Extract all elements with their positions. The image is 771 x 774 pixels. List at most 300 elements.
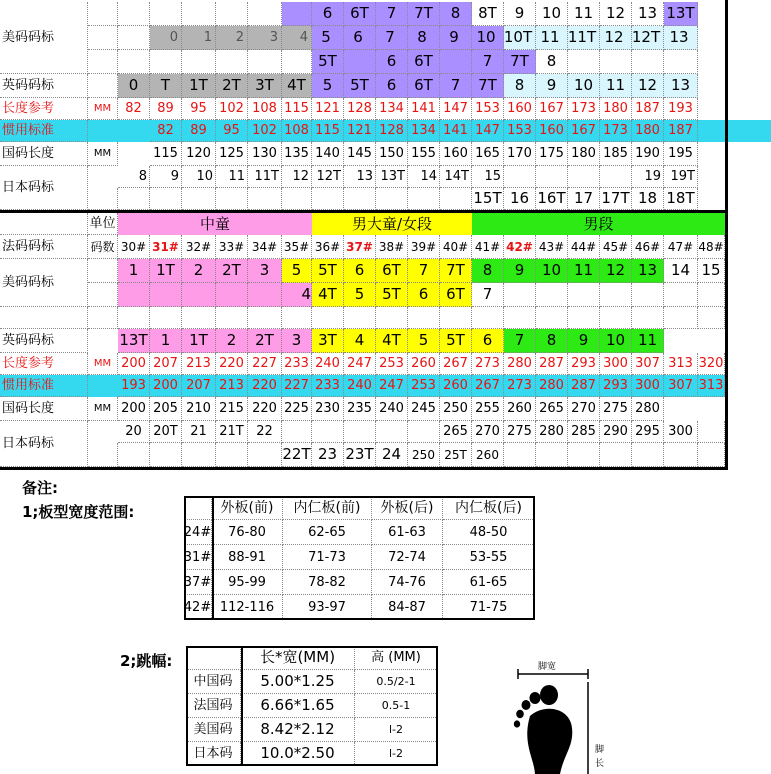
length-cell: 115 [282,98,312,120]
jump-cell: l-2 [355,742,438,766]
us-size-cell: 5T [312,259,344,283]
fr-size-cell: 34# [248,235,282,259]
habit-cell: 307 [664,375,698,397]
row-label-length: 长度参考 [0,98,88,120]
us-size-cell [182,2,216,26]
length-cell: 247 [344,353,376,375]
empty-cell [88,307,118,329]
cn-length-cell: 145 [344,142,376,166]
uk-size-cell: 10 [568,74,600,98]
habit-cell: 82 [150,120,182,142]
empty-cell [664,443,698,467]
us-size-cell: 14 [664,259,698,283]
empty-cell [568,307,600,329]
cn-length-cell: 235 [344,397,376,421]
cn-length-cell: 275 [600,397,632,421]
empty-cell [504,283,536,307]
fr-size-cell: 37# [344,235,376,259]
empty-cell [408,188,440,210]
us-size-cell: 1T [150,259,182,283]
row-label-us: 美码码标 [0,259,88,307]
uk-size-cell: 5T [440,329,472,353]
habit-cell: 253 [408,375,440,397]
us-size-cell: 5T [312,50,344,74]
cn-length-cell: 200 [118,397,150,421]
us-size-cell [664,50,698,74]
jp-size-cell: 260 [472,443,504,467]
us-size-cell: 7T [408,2,440,26]
width-range-cell: 71-73 [283,545,372,570]
us-size-cell [568,50,600,74]
empty-cell [698,307,725,329]
jp-size-cell: 20 [118,421,150,443]
width-range-cell: 37# [184,570,212,595]
length-cell: 200 [118,353,150,375]
cn-length-cell: 135 [282,142,312,166]
uk-size-cell: 2 [216,329,248,353]
empty-cell [504,307,536,329]
jp-size-cell [536,166,568,188]
row-label-cn: 国码长度 [0,397,88,421]
jp-size-cell: 25T [440,443,472,467]
us-size-cell: 8 [536,50,568,74]
cn-length-cell: 185 [600,142,632,166]
us-size-cell: 6 [376,50,408,74]
foot-diagram [500,658,620,774]
jp-size-cell: 21 [182,421,216,443]
length-cell: 180 [600,98,632,120]
empty-cell [632,307,664,329]
foot-length-char-2: 长 [595,759,605,769]
cn-length-cell: 245 [408,397,440,421]
empty-cell [312,307,344,329]
uk-size-cell: 10 [600,329,632,353]
uk-size-cell: 7 [440,74,472,98]
width-range-cell: 31# [184,545,212,570]
cn-length-cell: 265 [536,397,568,421]
habit-cell: 95 [216,120,248,142]
group-header-men: 男段 [472,213,725,235]
cn-length-cell: 125 [216,142,248,166]
row-label-length: 长度参考 [0,353,88,375]
us-size-cell: 9 [504,259,536,283]
jp-size-cell: 17T [600,188,632,210]
jump-cell: 10.0*2.50 [241,742,355,766]
width-header-cell: 内仁板(后) [443,496,535,520]
empty-cell [376,188,408,210]
habit-cell: 180 [632,120,664,142]
width-range-cell: 24# [184,520,212,545]
jump-cell: l-2 [355,718,438,742]
habit-cell: 134 [408,120,440,142]
us-size-cell: 8 [472,259,504,283]
jump-cell: 0.5/2-1 [355,670,438,694]
length-cell: 213 [182,353,216,375]
us-size-cell [600,50,632,74]
empty-cell [182,283,216,307]
habit-cell: 313 [698,375,725,397]
empty-cell [118,443,150,467]
cn-length-cell: 170 [504,142,536,166]
habit-cell: 121 [344,120,376,142]
empty-cell [150,188,182,210]
uk-size-cell: 0 [118,74,150,98]
fr-size-cell: 40# [440,235,472,259]
empty-cell [118,283,150,307]
us-size-cell [216,2,248,26]
us-size-cell: 10 [472,26,504,50]
fr-size-cell: 46# [632,235,664,259]
us-size-cell: 8T [472,2,504,26]
jp-size-cell: 16 [504,188,536,210]
jump-cell: 法国码 [186,694,241,718]
fr-size-cell: 42# [504,235,536,259]
uk-size-cell: 1 [150,329,182,353]
jump-cell: 6.66*1.65 [241,694,355,718]
us-size-cell: 2 [216,26,248,50]
empty-cell [408,421,440,443]
jp-size-cell: 9 [150,166,182,188]
jp-size-cell: 265 [440,421,472,443]
length-cell: 193 [664,98,698,120]
length-cell: 227 [248,353,282,375]
foot-length-char-1: 脚 [595,745,605,755]
empty-cell [88,259,118,283]
width-range-cell: 62-65 [283,520,372,545]
us-size-cell: 1 [182,26,216,50]
uk-size-cell: 11 [632,329,664,353]
length-cell: 220 [216,353,248,375]
jp-size-cell: 13 [344,166,376,188]
width-range-cell: 71-75 [443,595,535,620]
jp-size-cell: 15T [472,188,504,210]
width-range-cell: 76-80 [212,520,283,545]
row-label-cn: 国码长度 [0,142,88,166]
us-size-cell: 10 [536,259,568,283]
uk-size-cell: 8 [504,74,536,98]
us-size-cell: 7 [376,26,408,50]
us-size-cell: 12 [600,26,632,50]
cn-length-cell: 160 [440,142,472,166]
empty-cell [0,307,88,329]
length-cell: 173 [568,98,600,120]
fr-size-cell: 30# [118,235,150,259]
empty-cell [376,421,408,443]
us-size-cell: 7T [440,259,472,283]
unit-label: 单位 [88,213,118,235]
habit-cell: 207 [182,375,216,397]
cn-length-cell: 240 [376,397,408,421]
us-size-cell: 9 [440,26,472,50]
fr-size-cell: 35# [282,235,312,259]
us-size-cell: 11T [568,26,600,50]
habit-cell: 115 [312,120,344,142]
us-size-cell: 13 [632,259,664,283]
length-cell: 307 [632,353,664,375]
us-size-cell: 9 [504,2,536,26]
jp-size-cell [600,166,632,188]
us-size-cell: 10 [536,2,568,26]
us-size-cell: 5 [282,259,312,283]
habit-cell: 89 [182,120,216,142]
row-label-jp: 日本码标 [0,166,88,210]
jp-size-cell: 300 [664,421,698,443]
width-range-cell: 61-63 [372,520,443,545]
jp-size-cell: 13T [376,166,408,188]
us-size-cell: 7 [408,259,440,283]
jp-size-cell: 19T [664,166,698,188]
us-size-cell: 3 [248,26,282,50]
notes-title: 备注: [22,479,58,497]
jp-size-cell: 22T [282,443,312,467]
row-label-uk: 英码码标 [0,74,88,98]
cn-length-cell: 230 [312,397,344,421]
row-label-habit: 惯用标准 [0,375,88,397]
empty-cell [698,421,725,443]
jump-cell: 0.5-1 [355,694,438,718]
us-size-cell: 8 [440,2,472,26]
us-size-cell: 5 [344,283,376,307]
unit-mm: MM [88,142,118,166]
row-label-uk: 英码码标 [0,329,88,353]
jump-cell: 美国码 [186,718,241,742]
fr-size-cell: 39# [408,235,440,259]
cn-length-cell: 120 [182,142,216,166]
us-size-cell [282,50,312,74]
empty-cell [0,213,88,235]
us-size-cell: 11 [568,259,600,283]
cn-length-cell: 255 [472,397,504,421]
us-size-cell: 1 [118,259,150,283]
us-size-cell: 6 [408,283,440,307]
jp-size-cell: 23 [312,443,344,467]
jp-size-cell [504,166,536,188]
us-size-cell: 13T [664,2,698,26]
habit-cell: 220 [248,375,282,397]
jp-size-cell: 15 [472,166,504,188]
empty-cell [568,283,600,307]
jp-size-cell: 18 [632,188,664,210]
habit-cell: 240 [344,375,376,397]
width-range-cell: 88-91 [212,545,283,570]
jp-size-cell [568,166,600,188]
width-range-cell: 53-55 [443,545,535,570]
cn-length-cell: 250 [440,397,472,421]
empty-cell [216,443,248,467]
us-size-cell [182,50,216,74]
group-header-kids: 中童 [118,213,312,235]
empty-cell [150,307,182,329]
width-range-cell: 48-50 [443,520,535,545]
cn-length-cell: 190 [632,142,664,166]
uk-size-cell: 5 [312,74,344,98]
cn-length-cell: 205 [150,397,182,421]
uk-size-cell: 1T [182,74,216,98]
us-size-cell: 12 [600,259,632,283]
empty-cell [504,443,536,467]
table-border [0,467,728,470]
empty-cell [344,188,376,210]
empty-cell [698,283,725,307]
us-size-cell: 11 [568,2,600,26]
jp-size-cell: 295 [632,421,664,443]
us-size-cell: 7 [376,2,408,26]
empty-cell [536,307,568,329]
cn-length-cell: 220 [248,397,282,421]
width-range-cell: 84-87 [372,595,443,620]
us-size-cell [440,50,472,74]
empty-cell [216,307,248,329]
cn-length-cell: 225 [282,397,312,421]
uk-size-cell: 1T [182,329,216,353]
uk-size-cell: 12 [632,74,664,98]
empty-cell [216,188,248,210]
empty-cell [248,188,282,210]
us-size-cell: 13 [664,26,698,50]
habit-cell: 213 [216,375,248,397]
habit-cell: 153 [504,120,536,142]
jp-size-cell: 290 [600,421,632,443]
jp-size-cell: 280 [536,421,568,443]
us-size-cell: 7T [504,50,536,74]
length-cell: 121 [312,98,344,120]
us-size-cell: 6T [408,50,440,74]
length-cell: 167 [536,98,568,120]
us-size-cell: 13 [632,2,664,26]
empty-cell [118,307,150,329]
uk-size-cell: 6T [408,74,440,98]
cn-length-cell: 210 [182,397,216,421]
cn-length-cell: 280 [632,397,664,421]
jump-title: 2;跳幅: [120,652,173,670]
empty-cell [248,307,282,329]
us-size-cell: 6 [344,26,376,50]
empty-cell [664,307,698,329]
cn-length-cell: 130 [248,142,282,166]
us-size-cell: 12T [632,26,664,50]
cn-length-cell: 195 [664,142,698,166]
us-size-cell [216,50,248,74]
empty-cell [150,283,182,307]
habit-cell: 193 [118,375,150,397]
us-size-cell [118,26,150,50]
empty-cell [216,283,248,307]
fr-size-cell: 33# [216,235,248,259]
jp-size-cell: 22 [248,421,282,443]
habit-cell: 233 [312,375,344,397]
us-size-cell: 7 [472,50,504,74]
group-header-teen: 男大童/女段 [312,213,472,235]
fr-size-cell: 44# [568,235,600,259]
habit-cell: 147 [472,120,504,142]
jump-cell: 5.00*1.25 [241,670,355,694]
jp-size-cell: 23T [344,443,376,467]
length-cell: 253 [376,353,408,375]
length-cell: 153 [472,98,504,120]
length-cell: 160 [504,98,536,120]
width-range-cell: 95-99 [212,570,283,595]
jp-size-cell: 14 [408,166,440,188]
uk-size-cell: 13 [664,74,698,98]
empty-cell [182,443,216,467]
length-cell: 293 [568,353,600,375]
empty-cell [440,188,472,210]
us-size-cell: 4T [312,283,344,307]
width-table-border [184,496,535,620]
empty-cell [312,188,344,210]
width-header-cell: 内仁板(前) [283,496,372,520]
us-size-cell [344,50,376,74]
jump-header-cell: 长*宽(MM) [241,646,355,670]
us-size-cell [88,2,118,26]
length-cell: 233 [282,353,312,375]
jp-size-cell: 270 [472,421,504,443]
us-size-cell: 5 [312,26,344,50]
uk-size-cell: 9 [568,329,600,353]
length-cell: 89 [150,98,182,120]
empty-cell [632,443,664,467]
jump-cell: 8.42*2.12 [241,718,355,742]
uk-size-cell: 5 [408,329,440,353]
jump-table-border [186,646,438,766]
uk-size-cell: 3 [282,329,312,353]
empty-cell [600,307,632,329]
empty-cell [118,188,150,210]
cn-length-cell: 260 [504,397,536,421]
length-cell: 134 [376,98,408,120]
uk-size-cell: 2T [216,74,248,98]
jp-size-cell: 24 [376,443,408,467]
jp-size-cell: 18T [664,188,698,210]
empty-cell [88,188,118,210]
cn-length-cell: 270 [568,397,600,421]
uk-size-cell: 9 [536,74,568,98]
empty-cell [248,283,282,307]
empty-cell [472,307,504,329]
jp-size-cell: 275 [504,421,536,443]
uk-size-cell: 8 [536,329,568,353]
cn-length-cell: 165 [472,142,504,166]
us-size-cell: 4 [282,283,312,307]
empty-cell [282,188,312,210]
cn-length-cell: 175 [536,142,568,166]
cn-length-cell: 155 [408,142,440,166]
unit-mm: MM [88,353,118,375]
unit-mm: MM [88,98,118,120]
us-size-cell [248,2,282,26]
width-range-cell: 78-82 [283,570,372,595]
length-cell: 95 [182,98,216,120]
us-size-cell: 0 [150,26,182,50]
us-size-cell [88,26,118,50]
jp-size-cell: 10 [182,166,216,188]
empty-cell [182,188,216,210]
length-cell: 320 [698,353,725,375]
habit-cell: 200 [150,375,182,397]
us-size-cell: 6 [312,2,344,26]
jp-size-cell: 14T [440,166,472,188]
uk-size-cell [88,74,118,98]
empty-cell [568,443,600,467]
length-cell: 207 [150,353,182,375]
uk-size-cell: 3T [248,74,282,98]
width-range-cell: 61-65 [443,570,535,595]
us-size-cell: 2 [182,259,216,283]
uk-size-cell: 4T [282,74,312,98]
fr-size-cell: 41# [472,235,504,259]
width-header-cell: 外板(前) [212,496,283,520]
jp-size-cell: 250 [408,443,440,467]
